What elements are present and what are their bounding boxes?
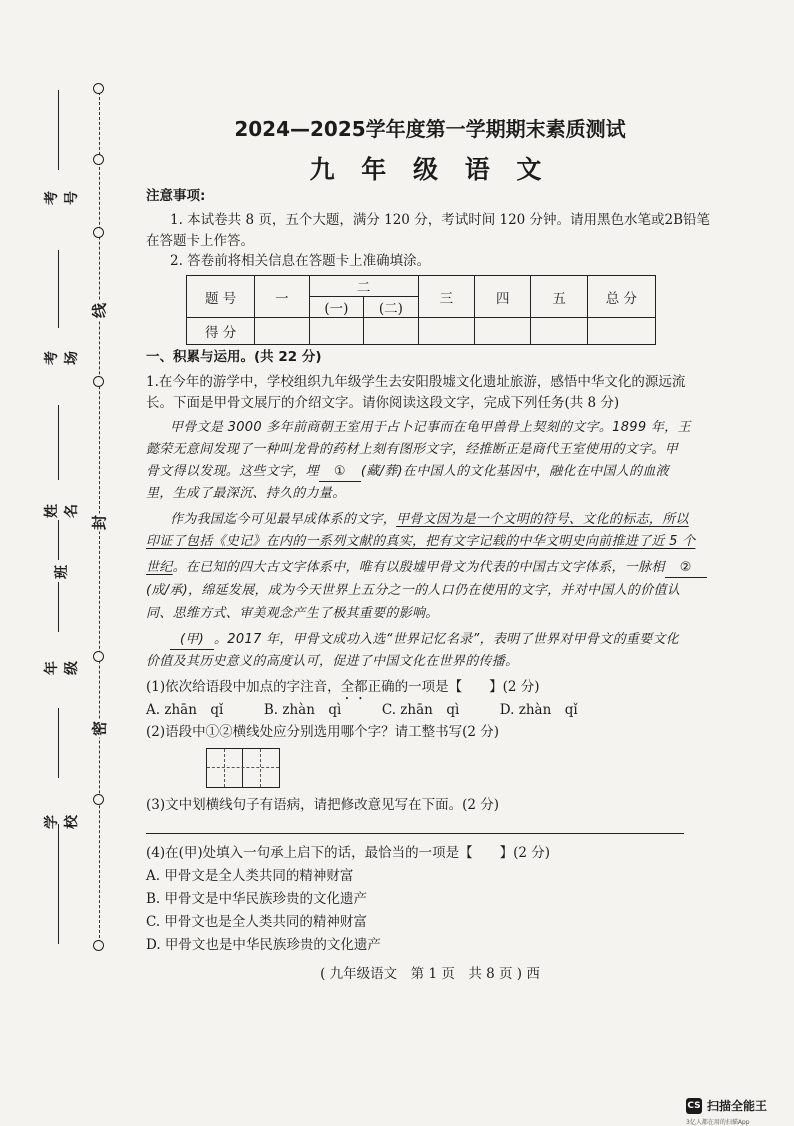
notice-item-1: 1. 本试卷共 8 页，五个大题，满分 120 分，考试时间 120 分钟。请用黑色水笔或2B铅笔 [170, 212, 711, 228]
binding-hole [93, 154, 104, 165]
exam-title: 2024—2025学年度第一学期期末素质测试 [234, 117, 626, 141]
blank-jia: (甲) [170, 631, 214, 650]
score-cell[interactable] [587, 318, 655, 345]
passage-line: 甲骨文是 3000 多年前商朝王室用于占卜记事而在龟甲兽骨上契刻的文字。1899 年，王 [170, 420, 691, 435]
score-col-2: 二 [309, 276, 418, 297]
question-1-1: (1)依次给语段中加点的字注音，全都正确的一项是【 】(2 分) [146, 679, 540, 695]
score-col-total: 总 分 [587, 276, 655, 318]
score-table [186, 275, 656, 345]
question-1-intro: 1.在今年的游学中，学校组织九年级学生去安阳殷墟文化遗址旅游，感悟中华文化的源远流 [146, 374, 686, 390]
passage-line: 作为我国迄今可见最早成体系的文字，甲骨文因为是一个文明的符号、文化的标志，所以 [170, 512, 689, 527]
score-cell[interactable] [309, 318, 364, 345]
option-b: B. 甲骨文是中华民族珍贵的文化遗产 [146, 891, 368, 907]
notice-item-2: 2. 答卷前将相关信息在答题卡上准确填涂。 [170, 253, 431, 269]
question-1-intro-cont: 长。下面是甲骨文展厅的介绍文字。请你阅读这段文字，完成下列任务(共 8 分) [146, 395, 620, 411]
binding-hole [93, 794, 104, 805]
question-1-1-options: A. zhān qǐ B. zhàn qì C. zhān qì D. zhàn qǐ [146, 702, 578, 718]
option-d: D. 甲骨文也是中华民族珍贵的文化遗产 [146, 937, 381, 953]
score-col-2-sub1: (一) [309, 297, 364, 318]
passage-line: 同、思维方式、审美观念产生了极其重要的影响。 [146, 606, 439, 621]
score-cell[interactable] [475, 318, 531, 345]
binding-hole [93, 940, 104, 951]
option-a: A. 甲骨文是全人类共同的精神财富 [146, 868, 354, 884]
binding-hole [93, 227, 104, 238]
underlined-sentence: 甲骨文因为是一个文明的符号、文化的标志，所以 [396, 512, 689, 527]
question-1-4: (4)在(甲)处填入一句承上启下的话，最恰当的一项是【 】(2 分) [146, 845, 551, 861]
passage-line: 里，生成了最深沉、持久的力量。 [146, 486, 346, 501]
score-col-5: 五 [531, 276, 587, 318]
passage-line: (甲) 。2017 年，甲骨文成功入选“世界记忆名录”，表明了世界对甲骨文的重要文化 [170, 631, 679, 650]
notice-heading: 注意事项: [146, 188, 206, 204]
notice-item-1-cont: 在答题卡上作答。 [146, 233, 254, 249]
score-header-label: 题 号 [187, 276, 255, 318]
score-col-2-sub2: (二) [364, 297, 419, 318]
passage-line: 世纪。在已知的四大古文字体系中，唯有以殷墟甲骨文为代表的中国古文字体系，一脉相 ② [146, 559, 707, 578]
score-cell[interactable] [531, 318, 587, 345]
exam-subject: 九 年 级 语 文 [309, 155, 551, 184]
question-1-3: (3)文中划横线句子有语病，请把修改意见写在下面。(2 分) [146, 797, 500, 813]
binding-hole [93, 83, 104, 94]
score-col-3: 三 [418, 276, 474, 318]
seal-char-seal: 封 [90, 515, 109, 531]
passage-line: (成/承)，绵延发展，成为今天世界上五分之一的人口仍在使用的文字，并对中国人的价值认 [146, 583, 681, 598]
seal-char-line: 线 [90, 303, 109, 319]
score-cell[interactable] [418, 318, 474, 345]
binding-margin: 线 封 密 考号 考场 姓名 班 年级 学校 [0, 0, 140, 1125]
binding-hole [93, 651, 104, 662]
score-col-4: 四 [475, 276, 531, 318]
score-cell[interactable] [255, 318, 309, 345]
question-1-2: (2)语段中①②横线处应分别选用哪个字？请工整书写(2 分) [146, 724, 500, 740]
page-footer: ( 九年级语文 第 1 页 共 8 页 ) 西 [320, 966, 540, 982]
watermark-tagline: 3亿人都在用的扫描App [686, 1119, 750, 1126]
camscanner-logo-icon: CS [686, 1098, 702, 1114]
writing-grid[interactable] [206, 748, 280, 788]
passage-line: 骨文得以发现。这些文字，埋 ① (藏/葬)在中国人的文化基因中，融化在中国人的血液 [146, 463, 669, 482]
underlined-sentence-cont: 印证了包括《史记》在内的一系列文献的真实，把有文字记载的中华文明史向前推进了近 5 个 [146, 534, 696, 549]
watermark-name: 扫描全能王 [707, 1099, 768, 1113]
blank-1: ① [319, 463, 361, 482]
binding-hole [93, 376, 104, 387]
seal-char-secret: 密 [90, 721, 109, 737]
passage-line: 懿荣无意间发现了一种叫龙骨的药材上刻有图形文字，经推断正是商代王室使用的文字。甲 [146, 442, 679, 457]
blank-2: ② [665, 559, 707, 578]
answer-line[interactable] [146, 833, 684, 834]
score-col-1: 一 [255, 276, 309, 318]
section-1-heading: 一、积累与运用。(共 22 分) [146, 349, 322, 365]
option-c: C. 甲骨文也是全人类共同的精神财富 [146, 914, 367, 930]
score-row-label: 得 分 [187, 318, 255, 345]
score-cell[interactable] [364, 318, 419, 345]
passage-line: 价值及其历史意义的高度认可，促进了中国文化在世界的传播。 [146, 654, 519, 669]
